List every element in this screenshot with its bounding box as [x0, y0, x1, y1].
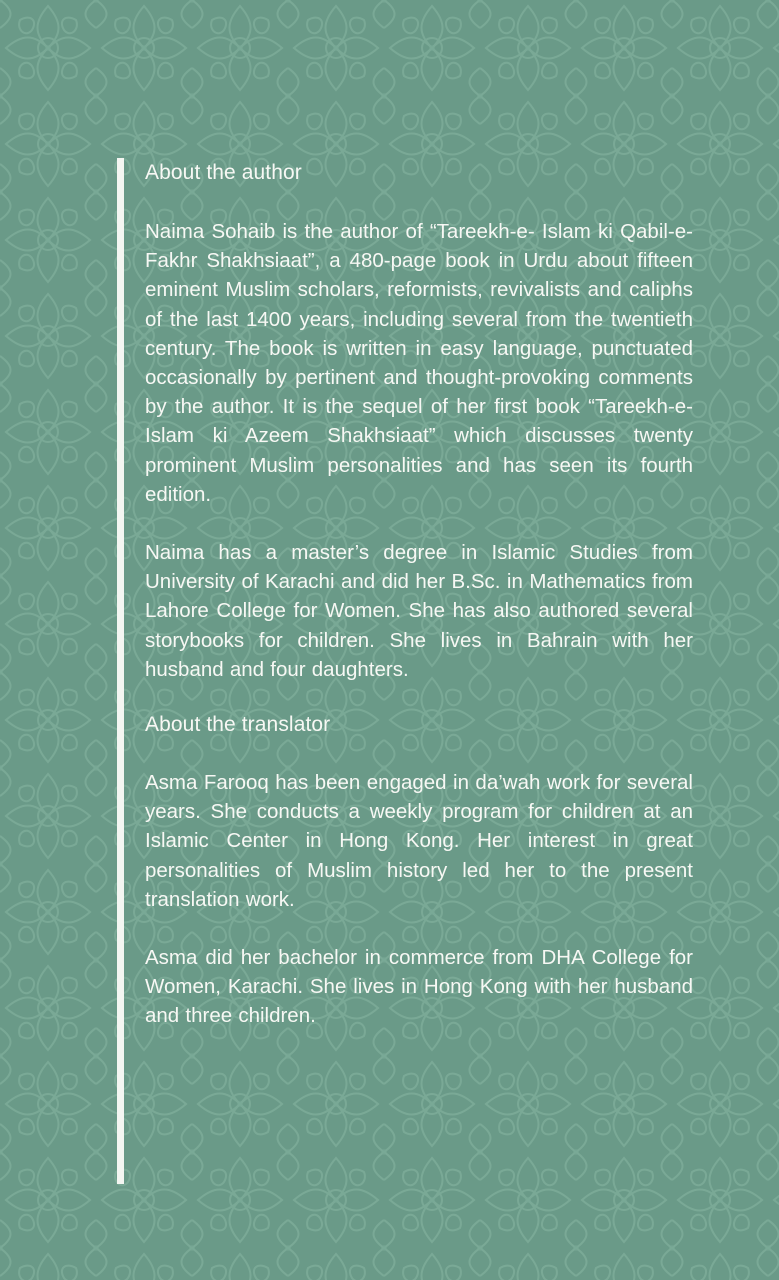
about-translator-paragraph-1: Asma Farooq has been engaged in da’wah work for several years. She conducts a weekly program for children at an Islamic Center in Hong Kong. Her interest in great personalities of Muslim history led her to the present translation work.: [145, 771, 693, 911]
back-cover-text: [145, 157, 693, 1031]
vertical-divider-line: [117, 158, 124, 1184]
about-author-paragraph-2: Naima has a master’s degree in Islamic Studies from University of Karachi and did her B.Sc. in Mathematics from Lahore College for Women. She has also authored several storybooks for children. She lives in Bahrain with her husband and four daughters.: [145, 541, 693, 681]
about-author-heading: About the author: [145, 161, 302, 184]
about-author-paragraph-1: Naima Sohaib is the author of “Tareekh-e- Islam ki Qabil-e-Fakhr Shakhsiaat”, a 480-page book in Urdu about fifteen eminent Muslim scholars, reformists, revivalists and caliphs of the last 1400 years, including several from the twentieth century. The book is written in easy language, punctuated occasionally by pertinent and thought-provoking comments by the author. It is the sequel of her first book “Tareekh-e- Islam ki Azeem Shakhsiaat” which discusses twenty prominent Muslim personalities and has seen its fourth edition.: [145, 220, 693, 506]
about-translator-heading: About the translator: [145, 713, 331, 737]
about-translator-paragraph-2: Asma did her bachelor in commerce from DHA College for Women, Karachi. She lives in Hong Kong with her husband and three children.: [145, 946, 693, 1028]
